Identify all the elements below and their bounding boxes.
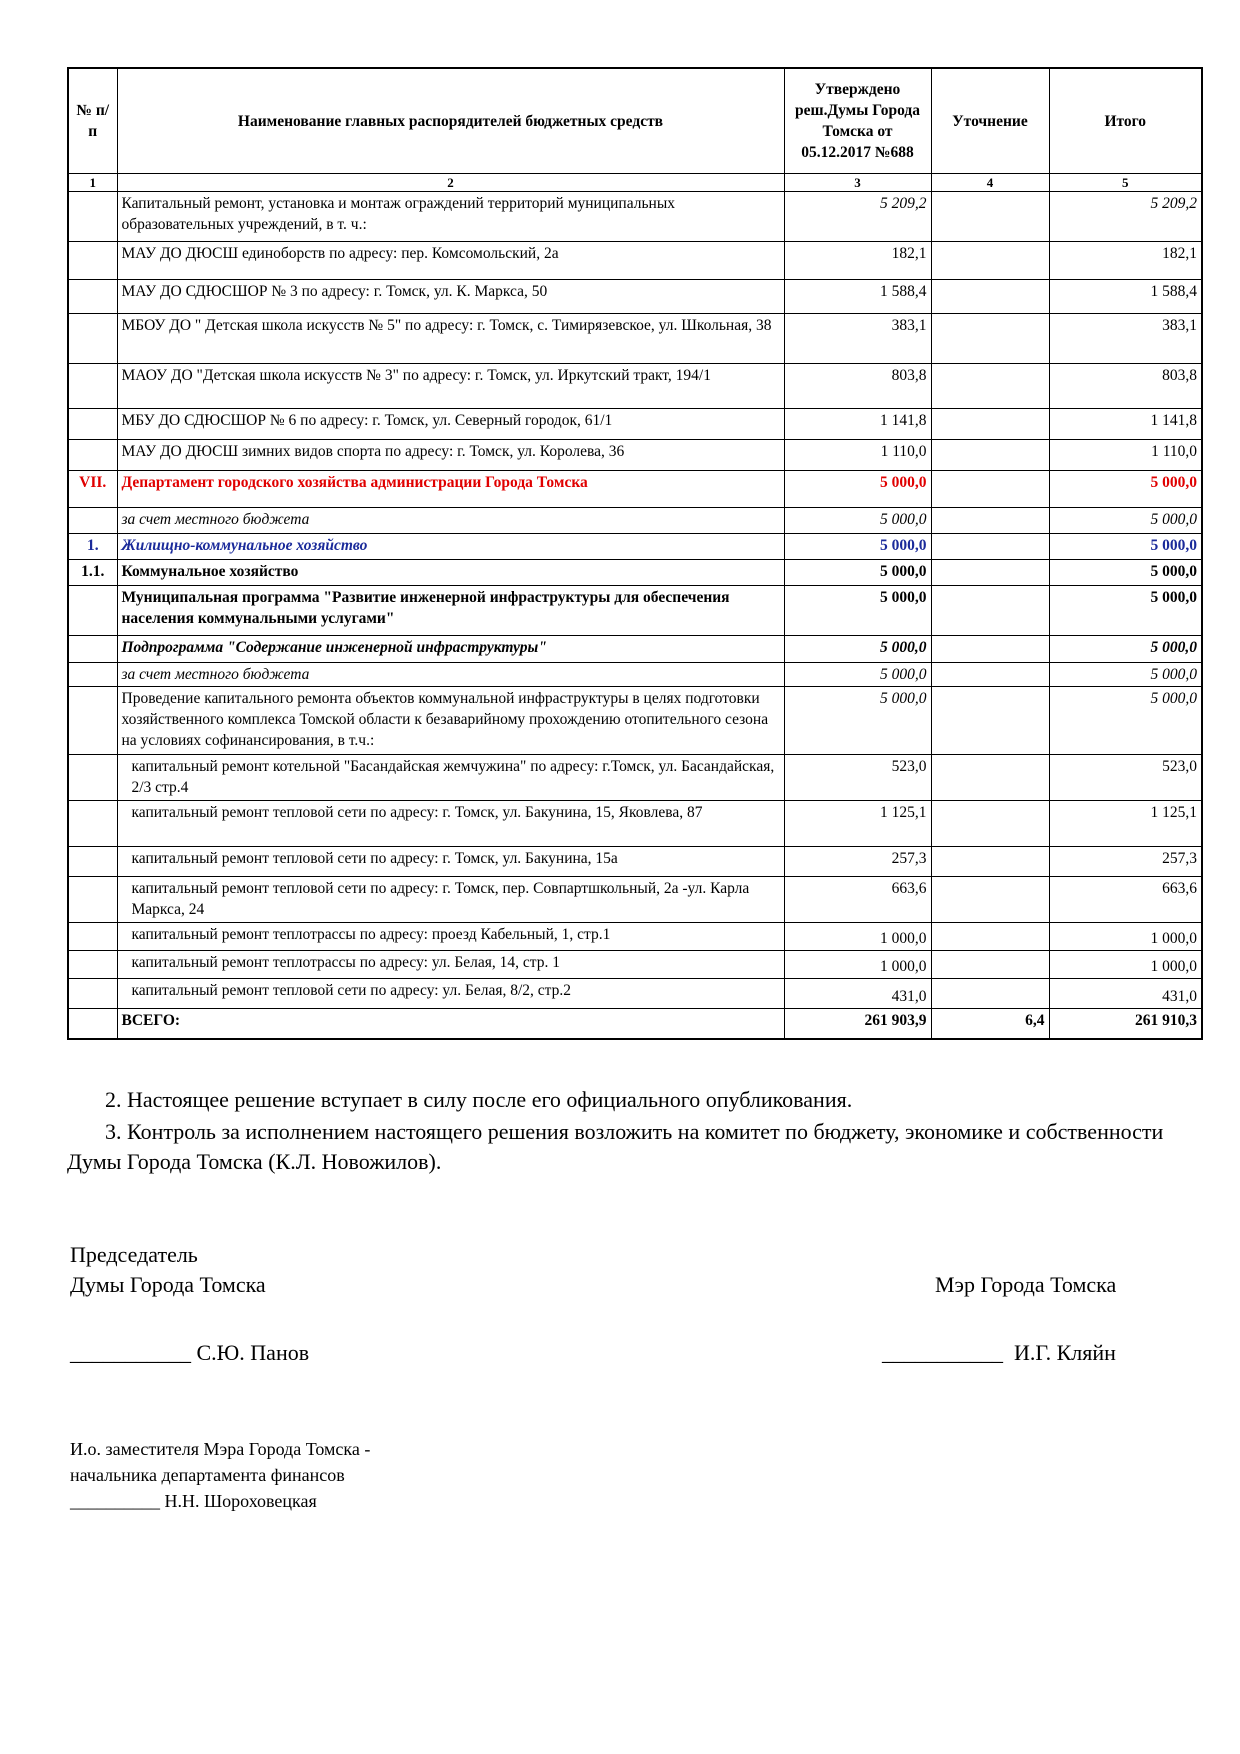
row-number [68, 409, 117, 440]
table-row [68, 663, 1202, 687]
deputy-title-line2: начальника департамента финансов [70, 1465, 345, 1485]
mayor-signature: ___________ И.Г. Кляйн [882, 1340, 1116, 1365]
row-name: за счет местного бюджета [117, 508, 784, 534]
table-row [68, 314, 1202, 364]
row-number [68, 508, 117, 534]
row-name: капитальный ремонт котельной "Басандайская жемчужина" по адресу: г.Томск, ул. Басандайская, 2/3 стр.4 [117, 755, 784, 801]
row-total: 1 000,0 [1049, 923, 1202, 951]
row-total: 5 000,0 [1049, 560, 1202, 586]
row-change [931, 409, 1049, 440]
row-total: 5 000,0 [1049, 471, 1202, 508]
row-change [931, 192, 1049, 242]
column-number: 4 [931, 174, 1049, 192]
row-number [68, 440, 117, 471]
row-total: 1 110,0 [1049, 440, 1202, 471]
row-total: 1 141,8 [1049, 409, 1202, 440]
table-row-total [68, 1009, 1202, 1039]
row-name: Подпрограмма "Содержание инженерной инфраструктуры" [117, 636, 784, 663]
row-name: Проведение капитального ремонта объектов коммунальной инфраструктуры в целях подготовки хозяйственного комплекса Томской области к безаварийному прохождению отопительного сезона на условиях софинансирования, в т.ч.: [117, 687, 784, 755]
paragraph-3: 3. Контроль за исполнением настоящего решения возложить на комитет по бюджету, экономике и собственности Думы Города Томска (К.Л. Новожилов). [67, 1119, 1164, 1174]
row-total: 5 000,0 [1049, 636, 1202, 663]
row-approved: 1 000,0 [784, 923, 931, 951]
row-change [931, 314, 1049, 364]
row-approved: 663,6 [784, 877, 931, 923]
row-number [68, 586, 117, 636]
paragraph-2: 2. Настоящее решение вступает в силу после его официального опубликования. [105, 1087, 853, 1112]
table-row [68, 636, 1202, 663]
row-approved: 5 000,0 [784, 471, 931, 508]
table-row-section [68, 534, 1202, 560]
row-approved: 5 000,0 [784, 586, 931, 636]
row-number [68, 314, 117, 364]
row-change [931, 364, 1049, 409]
row-change [931, 586, 1049, 636]
row-change [931, 687, 1049, 755]
row-approved: 5 000,0 [784, 560, 931, 586]
row-total: 5 000,0 [1049, 663, 1202, 687]
row-name: капитальный ремонт тепловой сети по адресу: г. Томск, пер. Совпартшкольный, 2а -ул. Карла Маркса, 24 [117, 877, 784, 923]
table-row [68, 877, 1202, 923]
row-name: капитальный ремонт тепловой сети по адресу: ул. Белая, 8/2, стр.2 [117, 979, 784, 1009]
row-number [68, 847, 117, 877]
row-change [931, 663, 1049, 687]
row-total: 383,1 [1049, 314, 1202, 364]
deputy-signature: __________ Н.Н. Шороховецкая [70, 1491, 317, 1511]
row-number [68, 979, 117, 1009]
row-total: 1 000,0 [1049, 951, 1202, 979]
row-number [68, 877, 117, 923]
table-row-department [68, 471, 1202, 508]
row-name: МАУ ДО СДЮСШОР № 3 по адресу: г. Томск, ул. К. Маркса, 50 [117, 280, 784, 314]
row-change [931, 534, 1049, 560]
row-name: МБОУ ДО " Детская школа искусств № 5" по адресу: г. Томск, с. Тимирязевское, ул. Школьная, 38 [117, 314, 784, 364]
row-approved: 1 141,8 [784, 409, 931, 440]
chairman-title-line2: Думы Города Томска [70, 1272, 266, 1297]
row-number [68, 687, 117, 755]
row-approved: 5 000,0 [784, 636, 931, 663]
row-approved: 257,3 [784, 847, 931, 877]
row-approved: 1 110,0 [784, 440, 931, 471]
chairman-title-line1: Председатель [70, 1242, 198, 1267]
row-change [931, 979, 1049, 1009]
row-name: МАОУ ДО "Детская школа искусств № 3" по адресу: г. Томск, ул. Иркутский тракт, 194/1 [117, 364, 784, 409]
row-name: за счет местного бюджета [117, 663, 784, 687]
row-total: 5 000,0 [1049, 687, 1202, 755]
row-name: капитальный ремонт теплотрассы по адресу: проезд Кабельный, 1, стр.1 [117, 923, 784, 951]
row-name: Коммунальное хозяйство [117, 560, 784, 586]
row-number [68, 636, 117, 663]
row-name: капитальный ремонт теплотрассы по адресу: ул. Белая, 14, стр. 1 [117, 951, 784, 979]
row-approved: 5 209,2 [784, 192, 931, 242]
row-number [68, 280, 117, 314]
row-total: 431,0 [1049, 979, 1202, 1009]
row-change [931, 755, 1049, 801]
header-number: № п/п [68, 68, 117, 174]
row-change [931, 280, 1049, 314]
table-row [68, 242, 1202, 280]
row-number [68, 192, 117, 242]
row-number [68, 801, 117, 847]
row-name: Департамент городского хозяйства администрации Города Томска [117, 471, 784, 508]
table-row [68, 508, 1202, 534]
table-row [68, 280, 1202, 314]
row-approved: 5 000,0 [784, 508, 931, 534]
row-approved: 431,0 [784, 979, 931, 1009]
row-change [931, 471, 1049, 508]
row-change [931, 923, 1049, 951]
row-change [931, 508, 1049, 534]
column-number: 1 [68, 174, 117, 192]
row-change [931, 801, 1049, 847]
table-row [68, 755, 1202, 801]
header-total: Итого [1049, 68, 1202, 174]
row-total: 5 209,2 [1049, 192, 1202, 242]
table-row [68, 923, 1202, 951]
row-number: 1. [68, 534, 117, 560]
header-approved: Утверждено реш.Думы Города Томска от 05.12.2017 №688 [784, 68, 931, 174]
row-number [68, 923, 117, 951]
row-number [68, 1009, 117, 1039]
row-number [68, 951, 117, 979]
row-change [931, 242, 1049, 280]
row-change [931, 847, 1049, 877]
row-name: Муниципальная программа "Развитие инженерной инфраструктуры для обеспечения населения коммунальными услугами" [117, 586, 784, 636]
row-total: 5 000,0 [1049, 508, 1202, 534]
table-row [68, 409, 1202, 440]
row-total: 1 588,4 [1049, 280, 1202, 314]
row-change [931, 440, 1049, 471]
row-approved: 1 000,0 [784, 951, 931, 979]
deputy-title-line1: И.о. заместителя Мэра Города Томска - [70, 1439, 371, 1459]
table-header-row [68, 68, 1202, 174]
table-row [68, 979, 1202, 1009]
row-total: 523,0 [1049, 755, 1202, 801]
row-approved: 1 125,1 [784, 801, 931, 847]
mayor-title: Мэр Города Томска [935, 1272, 1117, 1297]
column-number-row [68, 174, 1202, 192]
table-row [68, 560, 1202, 586]
row-total: 663,6 [1049, 877, 1202, 923]
row-total: 5 000,0 [1049, 534, 1202, 560]
row-approved: 383,1 [784, 314, 931, 364]
row-total: 182,1 [1049, 242, 1202, 280]
row-number [68, 242, 117, 280]
row-name: МАУ ДО ДЮСШ единоборств по адресу: пер. Комсомольский, 2а [117, 242, 784, 280]
row-number [68, 663, 117, 687]
row-name: Капитальный ремонт, установка и монтаж ограждений территорий муниципальных образовательных учреждений, в т. ч.: [117, 192, 784, 242]
budget-table [67, 67, 1203, 1040]
table-row [68, 192, 1202, 242]
row-change [931, 877, 1049, 923]
row-approved: 182,1 [784, 242, 931, 280]
row-total: 5 000,0 [1049, 586, 1202, 636]
table-row [68, 687, 1202, 755]
row-total: 257,3 [1049, 847, 1202, 877]
row-name: МБУ ДО СДЮСШОР № 6 по адресу: г. Томск, ул. Северный городок, 61/1 [117, 409, 784, 440]
table-row [68, 847, 1202, 877]
row-name: капитальный ремонт тепловой сети по адресу: г. Томск, ул. Бакунина, 15а [117, 847, 784, 877]
row-name: ВСЕГО: [117, 1009, 784, 1039]
header-name: Наименование главных распорядителей бюджетных средств [117, 68, 784, 174]
row-approved: 5 000,0 [784, 534, 931, 560]
row-approved: 523,0 [784, 755, 931, 801]
row-approved: 5 000,0 [784, 663, 931, 687]
row-approved: 5 000,0 [784, 687, 931, 755]
header-change: Уточнение [931, 68, 1049, 174]
row-number: VII. [68, 471, 117, 508]
table-row [68, 440, 1202, 471]
row-name: капитальный ремонт тепловой сети по адресу: г. Томск, ул. Бакунина, 15, Яковлева, 87 [117, 801, 784, 847]
column-number: 5 [1049, 174, 1202, 192]
row-change: 6,4 [931, 1009, 1049, 1039]
row-number [68, 755, 117, 801]
column-number: 3 [784, 174, 931, 192]
table-row [68, 364, 1202, 409]
row-number [68, 364, 117, 409]
table-row [68, 801, 1202, 847]
row-number: 1.1. [68, 560, 117, 586]
row-change [931, 636, 1049, 663]
table-row [68, 951, 1202, 979]
row-change [931, 560, 1049, 586]
row-change [931, 951, 1049, 979]
chairman-signature: ___________ С.Ю. Панов [70, 1340, 310, 1365]
column-number: 2 [117, 174, 784, 192]
row-total: 803,8 [1049, 364, 1202, 409]
row-total: 1 125,1 [1049, 801, 1202, 847]
row-approved: 803,8 [784, 364, 931, 409]
row-name: Жилищно-коммунальное хозяйство [117, 534, 784, 560]
row-approved: 261 903,9 [784, 1009, 931, 1039]
row-approved: 1 588,4 [784, 280, 931, 314]
row-total: 261 910,3 [1049, 1009, 1202, 1039]
table-row [68, 586, 1202, 636]
row-name: МАУ ДО ДЮСШ зимних видов спорта по адресу: г. Томск, ул. Королева, 36 [117, 440, 784, 471]
